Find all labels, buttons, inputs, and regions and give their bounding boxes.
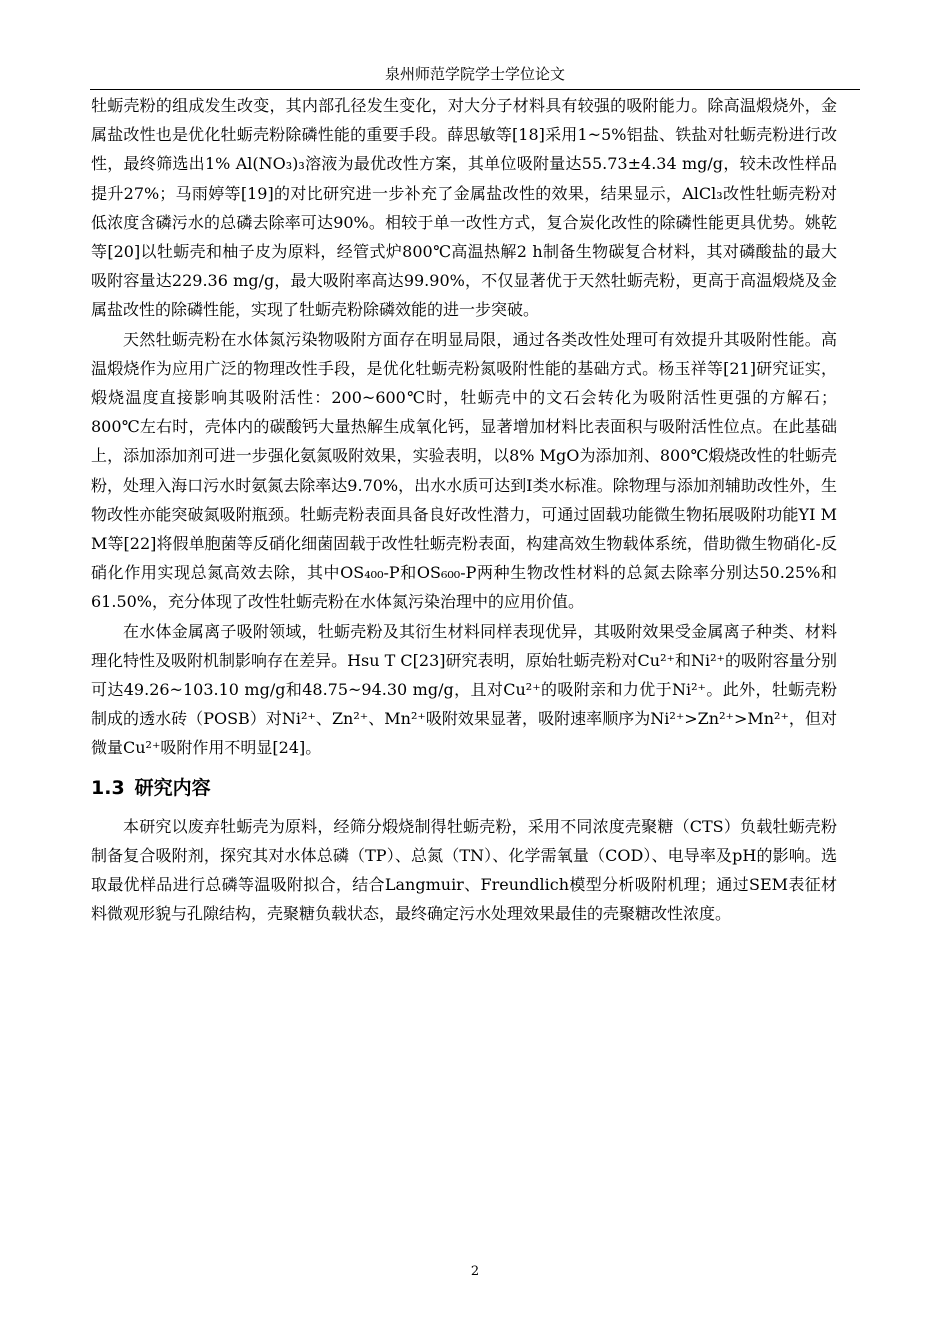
section-number: 1.3 <box>91 776 125 799</box>
running-header: 泉州师范学院学士学位论文 <box>384 65 565 83</box>
page-body <box>91 91 837 928</box>
page-number: 2 <box>470 1264 480 1279</box>
section-heading <box>91 770 837 806</box>
paragraph-research-content: 本研究以废弃牡蛎壳为原料，经筛分煅烧制得牡蛎壳粉，采用不同浓度壳聚糖（CTS）负载牡蛎壳粉制备复合吸附剂，探究其对水体总磷（TP）、总氮（TN）、化学需氧量（COD）、电导率及pH的影响。选取最优样品进行总磷等温吸附拟合，结合Langmuir、Freundlich模型分析吸附机理；通过SEM表征材料微观形貌与孔隙结构，壳聚糖负载状态，最终确定污水处理效果最佳的壳聚糖改性浓度。 <box>91 816 837 924</box>
paragraph-phosphorus-continued: 牡蛎壳粉的组成发生改变，其内部孔径发生变化，对大分子材料具有较强的吸附能力。除高温煅烧外，金属盐改性也是优化牡蛎壳粉除磷性能的重要手段。薛思敏等[18]采用1~5%铝盐、铁盐对牡蛎壳粉进行改性，最终筛选出1% Al(NO₃)₃溶液为最优改性方案，其单位吸附量达55.73±4.34 mg/g，较未改性样品提升27%；马雨婷等[19]的对比研究进一步补充了金属盐改性的效果，结果显示，AlCl₃改性牡蛎壳粉对低浓度含磷污水的总磷去除率可达90%。相较于单一改性方式，复合炭化改性的除磷性能更具优势。姚乾等[20]以牡蛎壳和柚子皮为原料，经管式炉800℃高温热解2 h制备生物碳复合材料，其对磷酸盐的最大吸附容量达229.36 mg/g，最大吸附率高达99.90%，不仅显著优于天然牡蛎壳粉，更高于高温煅烧及金属盐改性的除磷性能，实现了牡蛎壳粉除磷效能的进一步突破。 <box>91 96 837 320</box>
header-rule <box>90 89 860 90</box>
paragraph-nitrogen-adsorption: 天然牡蛎壳粉在水体氮污染物吸附方面存在明显局限，通过各类改性处理可有效提升其吸附性能。高温煅烧作为应用广泛的物理改性手段，是优化牡蛎壳粉氮吸附性能的基础方式。杨玉祥等[21]研究证实，煅烧温度直接影响其吸附活性：200~600℃时，牡蛎壳中的文石会转化为吸附活性更强的方解石；800℃左右时，壳体内的碳酸钙大量热解生成氧化钙，显著增加材料比表面积与吸附活性位点。在此基础上，添加添加剂可进一步强化氨氮吸附效果，实验表明，以8% MgO为添加剂、800℃煅烧改性的牡蛎壳粉，处理入海口污水时氨氮去除率达9.70%，出水水质可达到Ⅰ类水标准。除物理与添加剂辅助改性外，生物改性亦能突破氮吸附瓶颈。牡蛎壳粉表面具备良好改性潜力，可通过固载功能微生物拓展吸附功能YI M M等[22]将假单胞菌等反硝化细菌固载于改性牡蛎壳粉表面，构建高效生物载体系统，借助微生物硝化-反硝化作用实现总氮高效去除，其中OS₄₀₀-P和OS₆₀₀-P两种生物改性材料的总氮去除率分别达50.25%和61.50%，充分体现了改性牡蛎壳粉在水体氮污染治理中的应用价值。 <box>91 329 837 612</box>
section-title: 研究内容 <box>134 776 211 799</box>
paragraph-metal-ion-adsorption: 在水体金属离子吸附领域，牡蛎壳粉及其衍生材料同样表现优异，其吸附效果受金属离子种类、材料理化特性及吸附机制影响存在差异。Hsu T C[23]研究表明，原始牡蛎壳粉对Cu²⁺和Ni²⁺的吸附容量分别可达49.26~103.10 mg/g和48.75~94.30 mg/g，且对Cu²⁺的吸附亲和力优于Ni²⁺。此外，牡蛎壳粉制成的透水砖（POSB）对Ni²⁺、Zn²⁺、Mn²⁺吸附效果显著，吸附速率顺序为Ni²⁺>Zn²⁺>Mn²⁺，但对微量Cu²⁺吸附作用不明显[24]。 <box>91 621 837 758</box>
